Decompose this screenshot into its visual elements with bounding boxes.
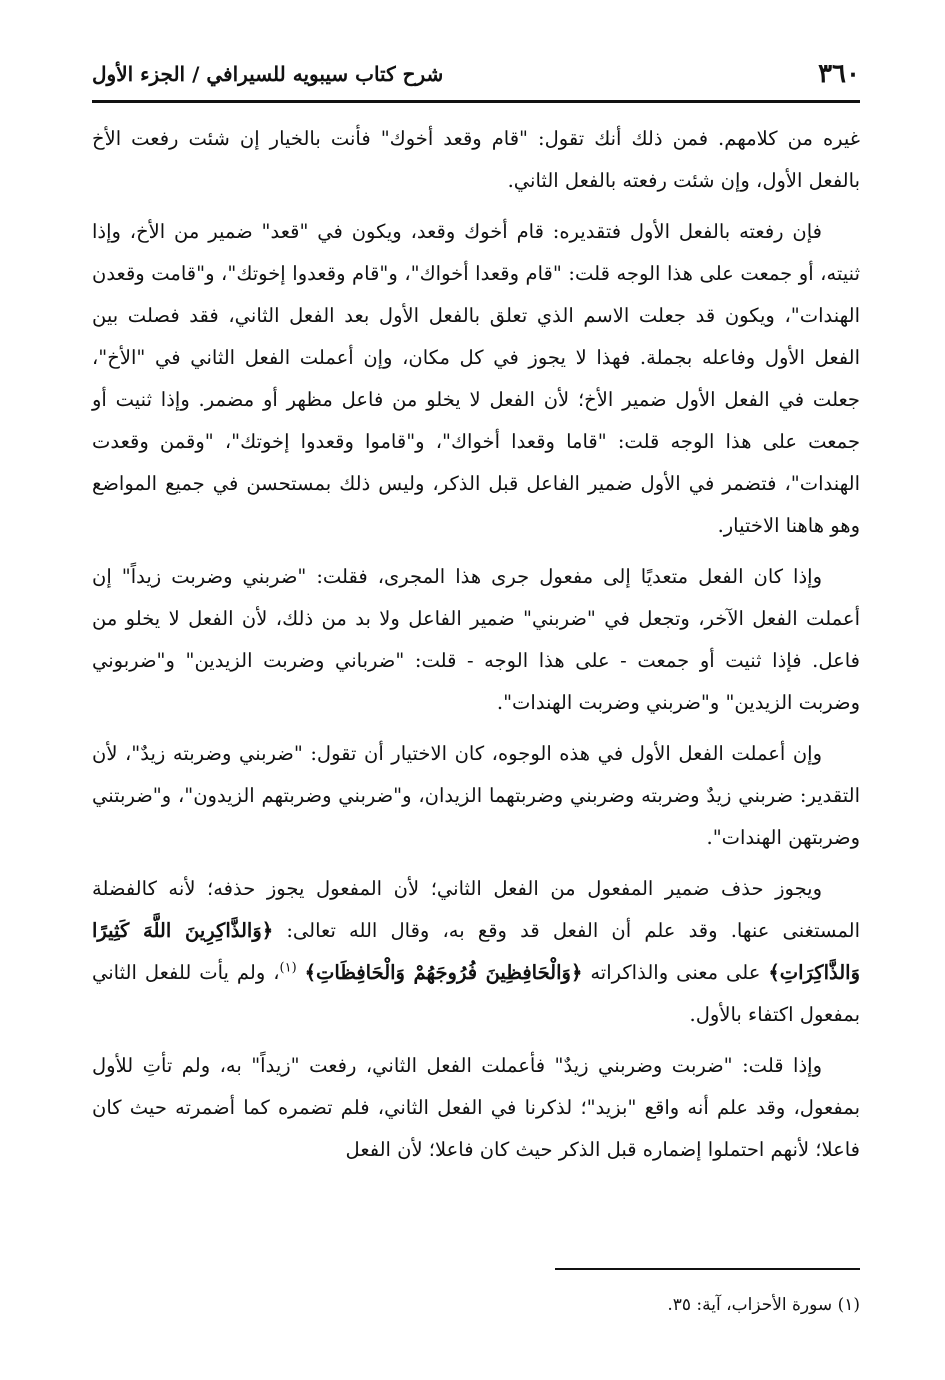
paragraph-2: فإن رفعته بالفعل الأول فتقديره: قام أخوك وقعد، ويكون في "قعد" ضمير من الأخ، وإذا ثنيته، أو جمعت على هذا الوجه قلت: "قام وقعدا أخواك"، و"قام وقعدوا إخوتك"، و"قامت وقعدن الهندات"، ويكون قد جعلت الاسم الذي تعلق بالفعل الأول بعد الفعل الثاني، فقد فصلت بين الفعل الأول وفاعله بجملة. فهذا لا يجوز في كل مكان، وإن أعملت الفعل الثاني في "الأخ"، جعلت في الفعل الأول ضمير الأخ؛ لأن الفعل لا يخلو من فاعل مظهر أو مضمر. وإذا ثنيت أو جمعت على هذا الوجه قلت: "قاما وقعدا أخواك"، و"قاموا وقعدوا إخوتك"، "وقمن وقعدت الهندات"، فتضمر في الأول ضمير الفاعل قبل الذكر، وليس ذلك بمستحسن في جميع المواضع وهو هاهنا الاختيار. [92, 220, 860, 537]
paragraph-5-text-a: ويجوز حذف ضمير المفعول من الفعل الثاني؛ لأن المفعول يجوز حذفه؛ لأنه كالفضلة المستغنى عنها. وقد علم أن الفعل قد وقع به، وقال الله تعالى: [92, 877, 860, 942]
quran-quote-1: ﴿وَالذَّاكِرِينَ اللَّهَ كَثِيرًا وَالذَّاكِرَاتِ﴾ [92, 919, 861, 984]
paragraph-4: وإن أعملت الفعل الأول في هذه الوجوه، كان الاختيار أن تقول: "ضربني وضربته زيدٌ"، لأن التقدير: ضربني زيدٌ وضربته وضربني وضربتهما الزيدان، و"ضربني وضربتهم الزيدون"، و"ضربتني وضربتهن الهندات". [92, 742, 860, 849]
running-title: شرح كتاب سيبويه للسيرافي / الجزء الأول [92, 62, 444, 86]
footnote-marker: (١) [279, 960, 297, 976]
page-header [92, 52, 860, 96]
paragraph-3: وإذا كان الفعل متعديًا إلى مفعول جرى هذا المجرى، فقلت: "ضربني وضربت زيداً" إن أعملت الفعل الآخر، وتجعل في "ضربني" ضمير الفاعل ولا بد من ذلك، لأن الفعل لا يخلو من فاعل. فإذا ثنيت أو جمعت - على هذا الوجه - قلت: "ضرباني وضربت الزيدين" و"ضربوني وضربت الزيدين" و"ضربني وضربت الهندات". [92, 565, 860, 714]
main-text [92, 118, 860, 1180]
footnote-rule [555, 1268, 860, 1270]
paragraph-5-text-c: ، ولم يأت للفعل الثاني بمفعول اكتفاء بالأول. [92, 961, 860, 1026]
page-number: ٣٦٠ [818, 59, 860, 89]
footnote: (١) سورة الأحزاب، آية: ٣٥. [667, 1295, 860, 1315]
quran-quote-2: ﴿وَالْحَافِظِينَ فُرُوجَهُمْ وَالْحَافِظَاتِ﴾ [304, 961, 583, 984]
paragraph-6: وإذا قلت: "ضربت وضربني زيدٌ" فأعملت الفعل الثاني، رفعت "زيداً" به، ولم تأتِ للأول بمفعول، وقد علم أنه واقع "بزيد"؛ لذكرنا في الفعل الثاني، فلم تضمره كما أضمرته حيث كان فاعلا؛ لأنهم احتملوا إضماره قبل الذكر حيث كان فاعلا؛ لأن الفعل [92, 1054, 860, 1161]
header-rule [92, 100, 860, 103]
paragraph-5-text-b: على معنى والذاكراته [582, 961, 769, 984]
paragraph-5 [92, 868, 860, 1036]
paragraph-1: غيره من كلامهم. فمن ذلك أنك تقول: "قام وقعد أخوك" فأنت بالخيار إن شئت رفعت الأخ بالفعل الأول، وإن شئت رفعته بالفعل الثاني. [92, 127, 860, 192]
